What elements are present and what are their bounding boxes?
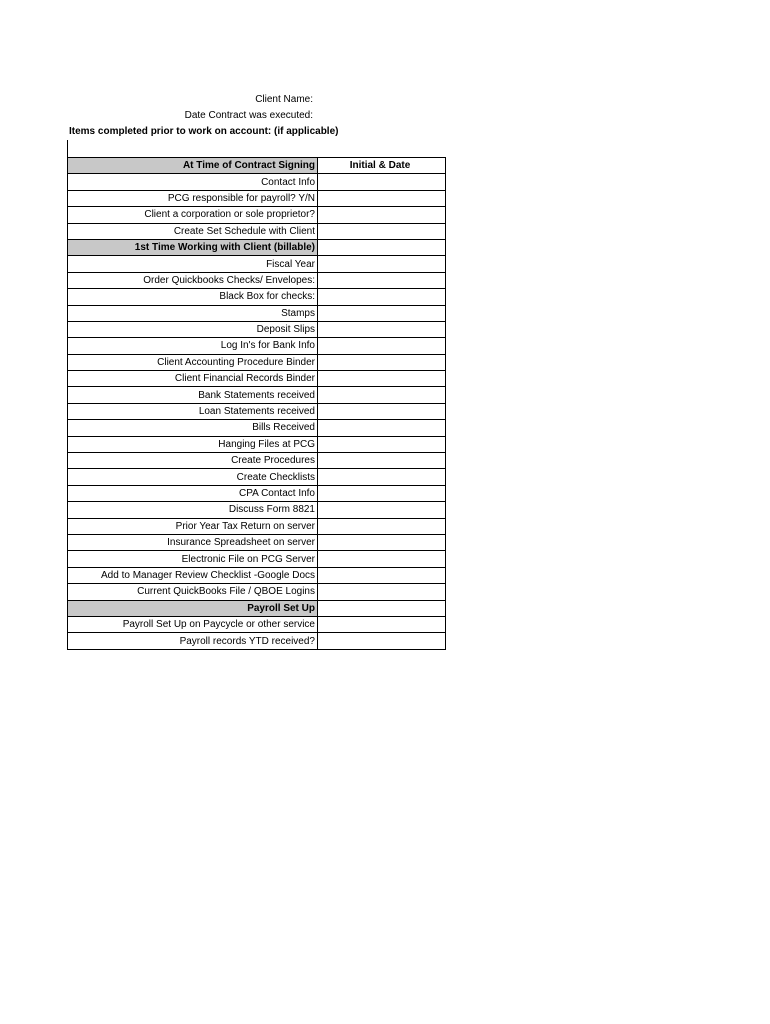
initial-date-cell[interactable] — [318, 272, 446, 288]
checklist-row — [68, 567, 446, 583]
client-name-label: Client Name: — [255, 94, 313, 105]
initial-date-cell[interactable] — [318, 584, 446, 600]
checklist-row — [68, 223, 446, 239]
item-label: Bank Statements received — [68, 387, 318, 403]
item-label: Log In's for Bank Info — [68, 338, 318, 354]
item-label: CPA Contact Info — [68, 485, 318, 501]
initial-date-cell[interactable] — [318, 403, 446, 419]
item-label: Create Procedures — [68, 453, 318, 469]
item-label: Current QuickBooks File / QBOE Logins — [68, 584, 318, 600]
checklist-row — [68, 371, 446, 387]
item-label: Client Accounting Procedure Binder — [68, 354, 318, 370]
initial-date-cell[interactable] — [318, 190, 446, 206]
item-label: Create Checklists — [68, 469, 318, 485]
checklist-row — [68, 354, 446, 370]
section-row — [68, 600, 446, 616]
item-label: Prior Year Tax Return on server — [68, 518, 318, 534]
checklist-row — [68, 289, 446, 305]
initial-date-cell[interactable] — [318, 354, 446, 370]
date-contract-label: Date Contract was executed: — [184, 110, 313, 121]
checklist-body — [68, 158, 446, 650]
initial-date-cell[interactable] — [318, 616, 446, 632]
initial-date-cell[interactable] — [318, 633, 446, 649]
checklist-row — [68, 272, 446, 288]
checklist-row — [68, 616, 446, 632]
initial-date-cell[interactable] — [318, 305, 446, 321]
item-label: PCG responsible for payroll? Y/N — [68, 190, 318, 206]
item-label: Client Financial Records Binder — [68, 371, 318, 387]
section-row — [68, 239, 446, 255]
initial-date-cell[interactable] — [318, 207, 446, 223]
checklist-row — [68, 207, 446, 223]
section-label: At Time of Contract Signing — [68, 158, 318, 174]
item-label: Payroll Set Up on Paycycle or other service — [68, 616, 318, 632]
items-heading: Items completed prior to work on account: (if applicable) — [69, 126, 339, 137]
item-label: Stamps — [68, 305, 318, 321]
item-label: Electronic File on PCG Server — [68, 551, 318, 567]
checklist-row — [68, 469, 446, 485]
item-label: Contact Info — [68, 174, 318, 190]
item-label: Black Box for checks: — [68, 289, 318, 305]
item-label: Deposit Slips — [68, 321, 318, 337]
checklist-row — [68, 256, 446, 272]
item-label: Order Quickbooks Checks/ Envelopes: — [68, 272, 318, 288]
checklist-row — [68, 584, 446, 600]
initial-date-cell[interactable] — [318, 502, 446, 518]
checklist-row — [68, 190, 446, 206]
item-label: Insurance Spreadsheet on server — [68, 534, 318, 550]
section-blank-cell — [318, 600, 446, 616]
initial-date-cell[interactable] — [318, 420, 446, 436]
initial-date-cell[interactable] — [318, 534, 446, 550]
initial-date-cell[interactable] — [318, 469, 446, 485]
checklist-row — [68, 502, 446, 518]
item-label: Bills Received — [68, 420, 318, 436]
item-label: Add to Manager Review Checklist -Google Docs — [68, 567, 318, 583]
item-label: Create Set Schedule with Client — [68, 223, 318, 239]
checklist-row — [68, 436, 446, 452]
initial-date-cell[interactable] — [318, 567, 446, 583]
item-label: Fiscal Year — [68, 256, 318, 272]
checklist-row — [68, 485, 446, 501]
initial-date-cell[interactable] — [318, 436, 446, 452]
checklist-row — [68, 387, 446, 403]
initial-date-cell[interactable] — [318, 485, 446, 501]
checklist-row — [68, 403, 446, 419]
section-label: Payroll Set Up — [68, 600, 318, 616]
initial-date-cell[interactable] — [318, 338, 446, 354]
checklist-row — [68, 633, 446, 649]
item-label: Discuss Form 8821 — [68, 502, 318, 518]
initial-date-cell[interactable] — [318, 223, 446, 239]
checklist-row — [68, 174, 446, 190]
checklist-row — [68, 453, 446, 469]
checklist-row — [68, 305, 446, 321]
section-blank-cell — [318, 239, 446, 255]
item-label: Hanging Files at PCG — [68, 436, 318, 452]
checklist-row — [68, 534, 446, 550]
checklist-row — [68, 321, 446, 337]
initial-date-cell[interactable] — [318, 289, 446, 305]
initial-date-header: Initial & Date — [349, 160, 411, 171]
initial-date-cell[interactable] — [318, 174, 446, 190]
checklist-row — [68, 338, 446, 354]
left-rule — [67, 140, 68, 157]
initial-date-cell[interactable] — [318, 551, 446, 567]
item-label: Loan Statements received — [68, 403, 318, 419]
initial-date-cell[interactable] — [318, 256, 446, 272]
checklist-table — [67, 157, 446, 650]
checklist-row — [68, 518, 446, 534]
checklist-row — [68, 551, 446, 567]
initial-date-cell[interactable] — [318, 518, 446, 534]
checklist-row — [68, 420, 446, 436]
initial-date-cell[interactable] — [318, 387, 446, 403]
item-label: Payroll records YTD received? — [68, 633, 318, 649]
initial-date-cell[interactable] — [318, 453, 446, 469]
item-label: Client a corporation or sole proprietor? — [68, 207, 318, 223]
section-label: 1st Time Working with Client (billable) — [68, 239, 318, 255]
initial-date-cell[interactable] — [318, 371, 446, 387]
initial-date-cell[interactable] — [318, 321, 446, 337]
